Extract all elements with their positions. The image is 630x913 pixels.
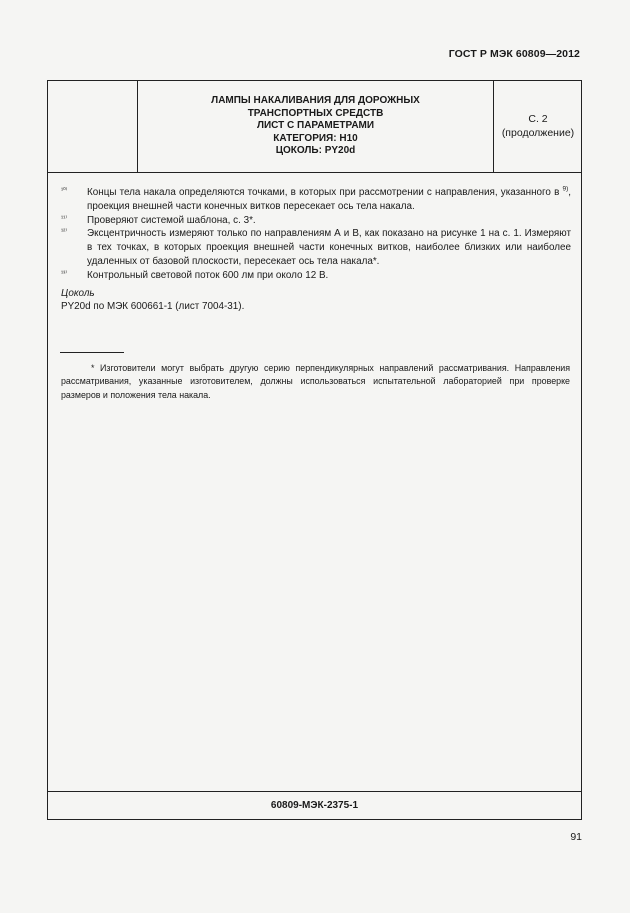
note-mark: ¹¹⁾ <box>61 214 67 222</box>
cap-label: Цоколь <box>61 287 95 299</box>
note-text: Контрольный световой поток 600 лм при около 12 В. <box>87 269 329 281</box>
note-mark: ¹³⁾ <box>61 269 67 277</box>
title-block <box>48 81 581 173</box>
standard-header: ГОСТ Р МЭК 60809—2012 <box>448 48 580 60</box>
note-mark: ¹⁰⁾ <box>61 187 68 194</box>
note-13 <box>61 269 571 283</box>
note-11 <box>61 214 571 228</box>
sheet-continuation: (продолжение) <box>501 127 575 139</box>
title-line-5: ЦОКОЛЬ: PY20d <box>275 145 356 157</box>
sheet-page: С. 2 <box>528 113 548 125</box>
notes-section <box>61 186 571 314</box>
title-block-page-cell <box>494 81 582 172</box>
title-block-left-cell <box>48 81 138 172</box>
cap-text: PY20d по МЭК 600661-1 (лист 7004-31). <box>61 301 245 313</box>
note-text: Концы тела накала определяются точками, в которых при рассмотрении с направления, указанного в $^{9)}$, проекция внешней части конечных витков пересекает ось тела накала. <box>87 185 571 212</box>
note-text: Эксцентричность измеряют только по направлениям А и В, как показано на рисунке 1 на с. 1. Измеряют в тех точках, в которых проекция внешней части конечных витков, наиболее близких или наиболее удаленных от базовой плоскости, пересекает ось тела накала*. <box>87 228 571 267</box>
footnote: * Изготовители могут выбрать другую серию перпендикулярных направлений рассматривания. Направления рассматривания, указанные изготовителем, должны использоваться испытательной лабораторией при проверке размеров и положения тела накала. <box>61 363 570 400</box>
note-mark: ¹²⁾ <box>61 228 67 236</box>
note-reference: 9) <box>562 185 569 193</box>
sheet-frame <box>47 80 582 820</box>
note-10 <box>61 186 571 214</box>
page-number: 91 <box>570 831 582 843</box>
title-line-3: ЛИСТ С ПАРАМЕТРАМИ <box>256 120 375 132</box>
sheet-number: 60809-МЭК-2375-1 <box>48 791 581 819</box>
title-line-4: КАТЕГОРИЯ: Н10 <box>273 132 358 144</box>
title-block-title-cell <box>138 81 494 172</box>
title-line-2: ТРАНСПОРТНЫХ СРЕДСТВ <box>247 107 384 119</box>
note-12 <box>61 227 571 268</box>
footnote-rule <box>60 352 124 353</box>
title-line-1: ЛАМПЫ НАКАЛИВАНИЯ ДЛЯ ДОРОЖНЫХ <box>211 95 420 106</box>
note-text: Проверяют системой шаблона, с. 3*. <box>87 214 256 226</box>
